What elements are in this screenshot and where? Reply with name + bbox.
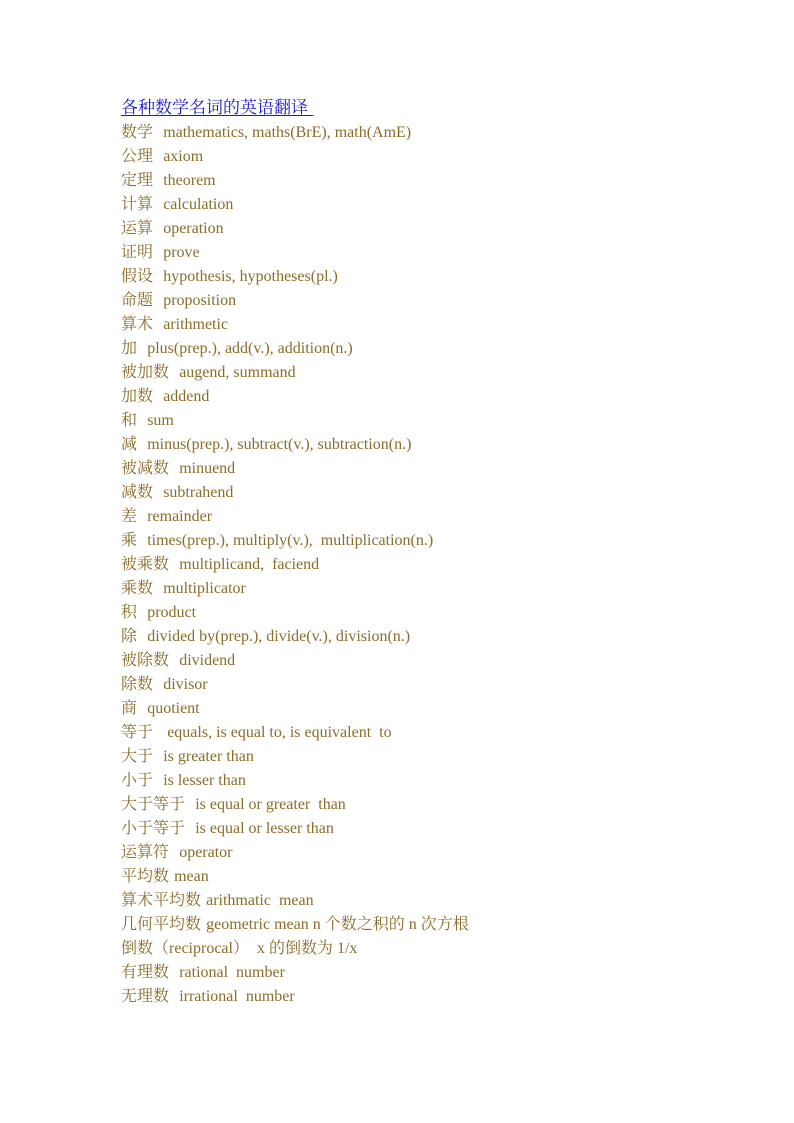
english-translation: is equal or greater than — [195, 796, 346, 813]
glossary-entry — [121, 768, 741, 792]
english-translation: hypothesis, hypotheses(pl.) — [163, 268, 338, 285]
chinese-term: 公理 — [121, 146, 154, 165]
english-translation: product — [147, 604, 197, 621]
english-translation: arithmatic mean — [206, 892, 314, 909]
glossary-entry — [121, 432, 741, 456]
glossary-entry — [121, 888, 741, 912]
chinese-term: 加数 — [121, 386, 154, 405]
english-translation: minuend — [179, 460, 236, 477]
english-translation: prove — [163, 244, 200, 261]
chinese-term: 被乘数 — [121, 554, 170, 573]
english-translation: geometric mean n 个数之积的 n 次方根 — [206, 916, 469, 933]
english-translation: addend — [163, 388, 210, 405]
english-translation: multiplicator — [163, 580, 246, 597]
english-translation: augend, summand — [179, 364, 296, 381]
chinese-term: 几何平均数 — [121, 914, 202, 933]
chinese-term: 差 — [121, 506, 138, 525]
english-translation: times(prep.), multiply(v.), multiplication(n.) — [147, 532, 434, 549]
english-translation: theorem — [163, 172, 216, 189]
english-translation: minus(prep.), subtract(v.), subtraction(n.) — [147, 436, 412, 453]
document-title-link[interactable]: 各种数学名词的英语翻译 — [121, 98, 314, 118]
document-content — [121, 96, 741, 1008]
glossary-entry — [121, 816, 741, 840]
glossary-entry — [121, 504, 741, 528]
english-translation: mathematics, maths(BrE), math(AmE) — [163, 124, 412, 141]
chinese-term: 定理 — [121, 170, 154, 189]
glossary-entry — [121, 144, 741, 168]
glossary-entry — [121, 456, 741, 480]
chinese-term: 小于 — [121, 770, 154, 789]
glossary-entry — [121, 960, 741, 984]
glossary-entry — [121, 744, 741, 768]
chinese-term: 有理数 — [121, 962, 170, 981]
chinese-term: 计算 — [121, 194, 154, 213]
english-translation: subtrahend — [163, 484, 234, 501]
chinese-term: 积 — [121, 602, 138, 621]
glossary-entry — [121, 792, 741, 816]
glossary-entry — [121, 408, 741, 432]
glossary-entry — [121, 552, 741, 576]
chinese-term: 被加数 — [121, 362, 170, 381]
glossary-entry — [121, 720, 741, 744]
glossary-entry — [121, 240, 741, 264]
chinese-term: 除数 — [121, 674, 154, 693]
glossary-entry — [121, 336, 741, 360]
english-translation: is equal or lesser than — [195, 820, 334, 837]
chinese-term: 证明 — [121, 242, 154, 261]
chinese-term: 等于 — [121, 722, 154, 741]
english-translation: multiplicand, faciend — [179, 556, 320, 573]
glossary-entry — [121, 360, 741, 384]
glossary-entry — [121, 912, 741, 936]
english-translation: equals, is equal to, is equivalent to — [163, 724, 392, 741]
chinese-term: 平均数 — [121, 866, 170, 885]
glossary-entry — [121, 216, 741, 240]
english-translation: （reciprocal） x 的倒数为 1/x — [153, 940, 358, 957]
chinese-term: 乘 — [121, 530, 138, 549]
chinese-term: 假设 — [121, 266, 154, 285]
english-translation: calculation — [163, 196, 234, 213]
chinese-term: 算术平均数 — [121, 890, 202, 909]
english-translation: axiom — [163, 148, 204, 165]
chinese-term: 大于等于 — [121, 794, 186, 813]
glossary-entry — [121, 120, 741, 144]
glossary-entry — [121, 696, 741, 720]
chinese-term: 乘数 — [121, 578, 154, 597]
english-translation: sum — [147, 412, 174, 429]
glossary-entry — [121, 192, 741, 216]
glossary-entry — [121, 384, 741, 408]
english-translation: rational number — [179, 964, 285, 981]
chinese-term: 减数 — [121, 482, 154, 501]
chinese-term: 大于 — [121, 746, 154, 765]
chinese-term: 和 — [121, 410, 138, 429]
chinese-term: 倒数 — [121, 938, 154, 957]
english-translation: remainder — [147, 508, 213, 525]
glossary-entry — [121, 864, 741, 888]
glossary-entry — [121, 528, 741, 552]
chinese-term: 运算 — [121, 218, 154, 237]
glossary-entry — [121, 576, 741, 600]
chinese-term: 商 — [121, 698, 138, 717]
english-translation: is lesser than — [163, 772, 246, 789]
english-translation: divided by(prep.), divide(v.), division(n.) — [147, 628, 411, 645]
chinese-term: 数学 — [121, 122, 154, 141]
title-row — [121, 96, 741, 120]
english-translation: operator — [179, 844, 233, 861]
english-translation: arithmetic — [163, 316, 229, 333]
english-translation: operation — [163, 220, 224, 237]
glossary-entry — [121, 312, 741, 336]
english-translation: plus(prep.), add(v.), addition(n.) — [147, 340, 353, 357]
chinese-term: 小于等于 — [121, 818, 186, 837]
glossary-entry — [121, 480, 741, 504]
chinese-term: 加 — [121, 338, 138, 357]
glossary-entry — [121, 600, 741, 624]
glossary-list — [121, 120, 741, 1008]
english-translation: is greater than — [163, 748, 254, 765]
chinese-term: 被除数 — [121, 650, 170, 669]
glossary-entry — [121, 648, 741, 672]
glossary-entry — [121, 624, 741, 648]
glossary-entry — [121, 672, 741, 696]
chinese-term: 算术 — [121, 314, 154, 333]
chinese-term: 减 — [121, 434, 138, 453]
glossary-entry — [121, 840, 741, 864]
glossary-entry — [121, 288, 741, 312]
english-translation: quotient — [147, 700, 200, 717]
english-translation: dividend — [179, 652, 236, 669]
glossary-entry — [121, 168, 741, 192]
glossary-entry — [121, 936, 741, 960]
glossary-entry — [121, 984, 741, 1008]
english-translation: proposition — [163, 292, 237, 309]
chinese-term: 命题 — [121, 290, 154, 309]
english-translation: mean — [174, 868, 209, 885]
english-translation: divisor — [163, 676, 208, 693]
chinese-term: 运算符 — [121, 842, 170, 861]
glossary-entry — [121, 264, 741, 288]
chinese-term: 无理数 — [121, 986, 170, 1005]
english-translation: irrational number — [179, 988, 295, 1005]
chinese-term: 被减数 — [121, 458, 170, 477]
chinese-term: 除 — [121, 626, 138, 645]
